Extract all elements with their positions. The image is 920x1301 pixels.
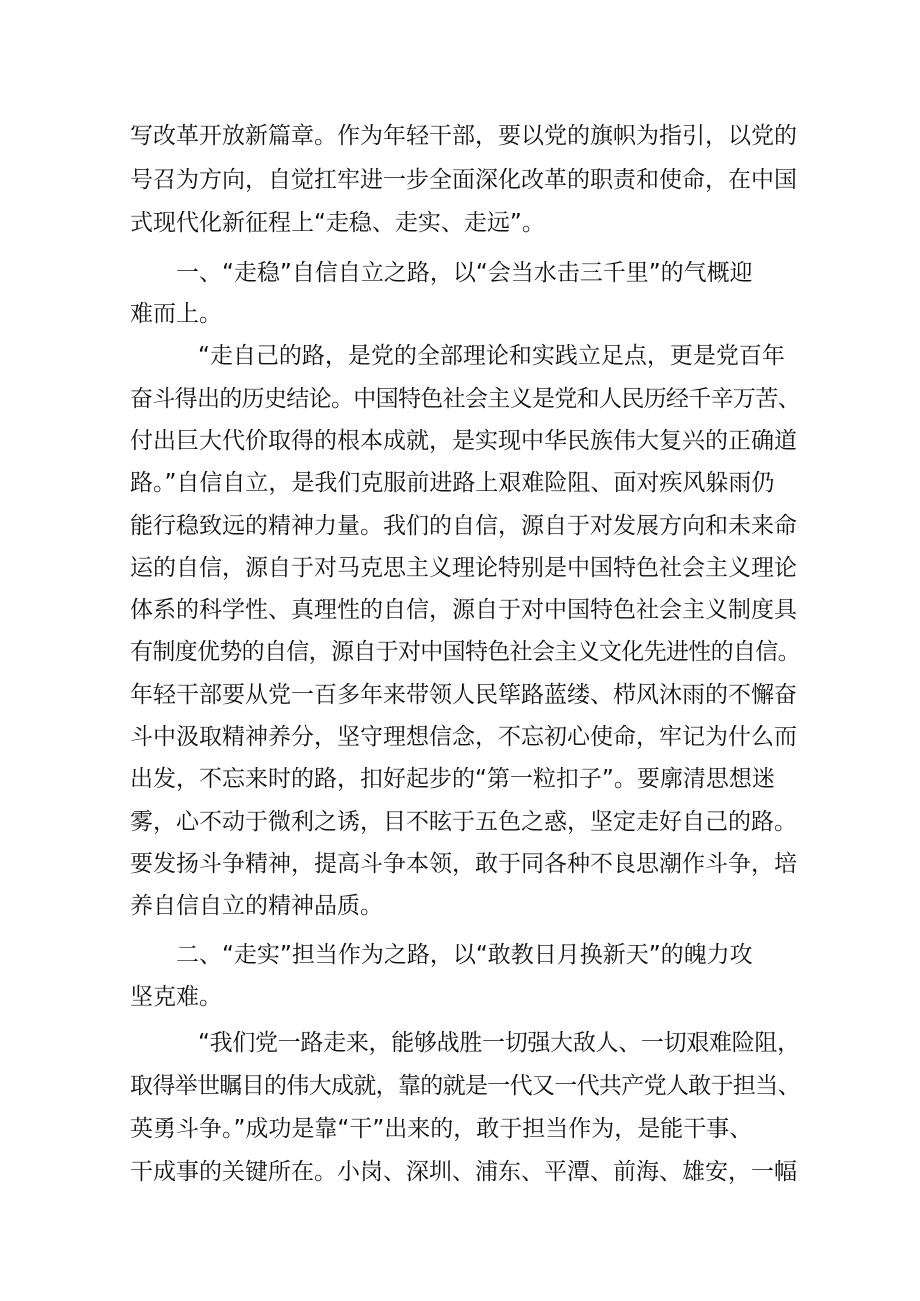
text-line: 路。”自信自立，是我们克服前进路上艰难险阻、面对疾风躲雨仍 (130, 470, 775, 496)
text-line: 有制度优势的自信，源自于对中国特色社会主义文化先进性的自信。 (130, 639, 800, 665)
text-line: 能行稳致远的精神力量。我们的自信，源自于对发展方向和未来命 (130, 513, 797, 539)
text-line: 写改革开放新篇章。作为年轻干部，要以党的旗帜为指引，以党的 (130, 123, 797, 149)
text-line: “我们党一路走来，能够战胜一切强大敌人、一切艰难险阻， (198, 1030, 800, 1056)
text-line: 奋斗得出的历史结论。中国特色社会主义是党和人民历经千辛万苦、 (130, 386, 800, 412)
text-line: 养自信自立的精神品质。 (130, 893, 383, 919)
text-line: 英勇斗争。”成功是靠“干”出来的，敢于担当作为，是能干事、 (130, 1116, 753, 1142)
text-line: 雾，心不动于微利之诱，目不眩于五色之惑，坚定走好自己的路。 (130, 809, 797, 835)
text-line: 体系的科学性、真理性的自信，源自于对中国特色社会主义制度具 (130, 597, 797, 623)
text-line: 号召为方向，自觉扛牢进一步全面深化改革的职责和使命，在中国 (130, 167, 797, 193)
section-heading-line: 二、“走实”担当作为之路，以“敢教日月换新天”的魄力攻 (176, 942, 753, 968)
section-heading-line: 坚克难。 (130, 984, 222, 1010)
text-line: 式现代化新征程上“走稳、走实、走远”。 (130, 210, 545, 236)
text-line: 出发，不忘来时的路，扣好起步的“第一粒扣子”。要廓清思想迷 (130, 766, 775, 792)
text-line: 要发扬斗争精神，提高斗争本领，敢于同各种不良思潮作斗争，培 (130, 851, 797, 877)
text-line: 付出巨大代价取得的根本成就，是实现中华民族伟大复兴的正确道 (130, 428, 797, 454)
text-line: 干成事的关键所在。小岗、深圳、浦东、平潭、前海、雄安，一幅 (130, 1159, 797, 1185)
text-line: 年轻干部要从党一百多年来带领人民筚路蓝缕、栉风沐雨的不懈奋 (130, 682, 797, 708)
text-line: 运的自信，源自于对马克思主义理论特别是中国特色社会主义理论 (130, 555, 797, 581)
section-heading-line: 难而上。 (130, 301, 222, 327)
text-line: 取得举世瞩目的伟大成就，靠的就是一代又一代共产党人敢于担当、 (130, 1073, 800, 1099)
text-line: 斗中汲取精神养分，坚守理想信念，不忘初心使命，牢记为什么而 (130, 724, 797, 750)
section-heading-line: 一、“走稳”自信自立之路，以“会当水击三千里”的气概迎 (176, 260, 753, 286)
text-line: “走自己的路，是党的全部理论和实践立足点，更是党百年 (198, 343, 785, 369)
